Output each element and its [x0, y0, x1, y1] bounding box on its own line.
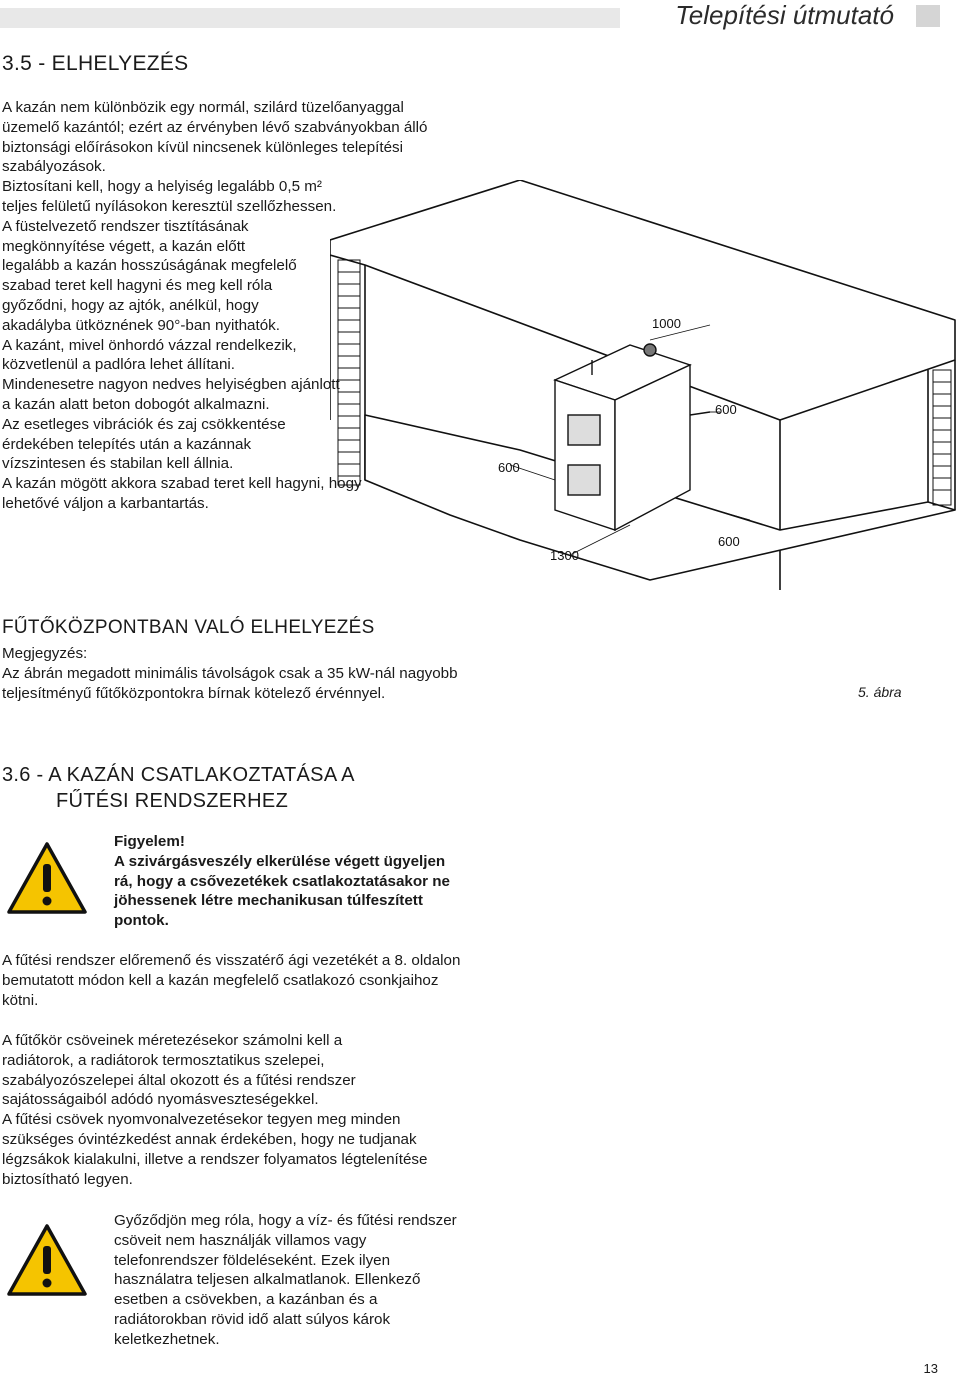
section-36-para-2-3 [2, 1031, 428, 1189]
warning-triangle-icon [6, 840, 88, 916]
paragraph: A füstelvezető rendszer tisztításának megkönnyítése végett, a kazán előtt legalább a kazán hosszúságának megfelelő szabad teret kell hagyni és meg kell róla győződni, hogy az ajtók, anélkül, hogy akadályba ütköznének 90°-ban nyithatók. [2, 217, 297, 334]
futokozpont-note [2, 644, 472, 703]
dim-1000: 1000 [652, 316, 681, 331]
paragraph: A kazán nem különbözik egy normál, szilárd tüzelőanyaggal üzemelő kazántól; ezért az érvényben lévő szabványokban álló biztonsági előírásokon kívül nincsenek különleges telepítési szabályozások. [2, 99, 428, 176]
warning-1 [114, 832, 454, 931]
note-label: Megjegyzés: [2, 645, 88, 662]
dim-600-right-lower: 600 [718, 534, 740, 549]
figure-caption: 5. ábra [858, 684, 902, 700]
section-36-para-1: A fűtési rendszer előremenő és visszatérő ági vezetékét a 8. oldalon bemutatott módon kell a kazán megfelelő csatlakozó csonkjaihoz kötni. [2, 952, 461, 1009]
boiler-placement-diagram [330, 180, 960, 590]
header-square [916, 5, 940, 27]
paragraph: A fűtőkör csöveinek méretezésekor számolni kell a radiátorok, a radiátorok termosztatikus szelepei, szabályozószelepei által okozott és a fűtési rendszer sajátosságaiból adódó nyomásveszteségekkel. [2, 1032, 356, 1109]
futokozpont-heading: FŰTŐKÖZPONTBAN VALÓ ELHELYEZÉS [2, 617, 375, 638]
dim-600-left: 600 [498, 460, 520, 475]
section-35-heading: 3.5 - ELHELYEZÉS [2, 52, 189, 75]
note-text: Az ábrán megadott minimális távolságok csak a 35 kW-nál nagyobb teljesítményű fűtőközpontokra bírnak kötelező érvénnyel. [2, 664, 458, 702]
header-bar [0, 8, 620, 28]
section-36-heading [2, 762, 355, 814]
section-36-heading-line1: 3.6 - A KAZÁN CSATLAKOZTATÁSA A [2, 764, 355, 786]
paragraph: A kazán mögött akkora szabad teret kell hagyni, hogy lehetővé váljon a karbantartás. [2, 475, 362, 512]
page-number: 13 [923, 1361, 938, 1376]
warning-triangle-icon [6, 1222, 88, 1298]
warning-2-text: Győződjön meg róla, hogy a víz- és fűtési rendszer csöveit nem használják villamos vagy telefonrendszer földeléseként. Ezek ilyen használatra teljesen alkalmatlanok. Ellenkező esetben a csövekben, a kazánban és a radiátorokban rövid idő alatt súlyos károk keletkezhetnek. [114, 1212, 457, 1348]
paragraph: A fűtési csövek nyomvonalvezetésekor tegyen meg minden szükséges óvintézkedést annak érdekében, hogy ne tudjanak légzsákok kialakulni, illetve a rendszer folyamatos légtelenítése biztosítható legyen. [2, 1111, 428, 1188]
paragraph: Mindenesetre nagyon nedves helyiségben ajánlott a kazán alatt beton dobogót alkalmazni. [2, 376, 340, 413]
warning-1-title: Figyelem! [114, 833, 185, 850]
section-36-heading-line2: FŰTÉSI RENDSZERHEZ [56, 790, 289, 812]
dim-1300-front: 1300 [550, 548, 579, 563]
page-header-title: Telepítési útmutató [675, 0, 894, 30]
paragraph: Biztosítani kell, hogy a helyiség legalább 0,5 m² teljes felületű nyílásokon keresztül szellőzhessen. [2, 178, 337, 215]
paragraph: A kazánt, mivel önhordó vázzal rendelkezik, közvetlenül a padlóra lehet állítani. [2, 336, 297, 374]
paragraph: Az esetleges vibrációk és zaj csökkentése érdekében telepítés után a kazánnak vízszintesen és stabilan kell állnia. [2, 415, 286, 473]
dim-600-right-upper: 600 [715, 402, 737, 417]
warning-1-text: A szivárgásveszély elkerülése végett ügyeljen rá, hogy a csővezetékek csatlakoztatásakor ne jöhessenek létre mechanikusan túlfeszített pontok. [114, 852, 450, 930]
